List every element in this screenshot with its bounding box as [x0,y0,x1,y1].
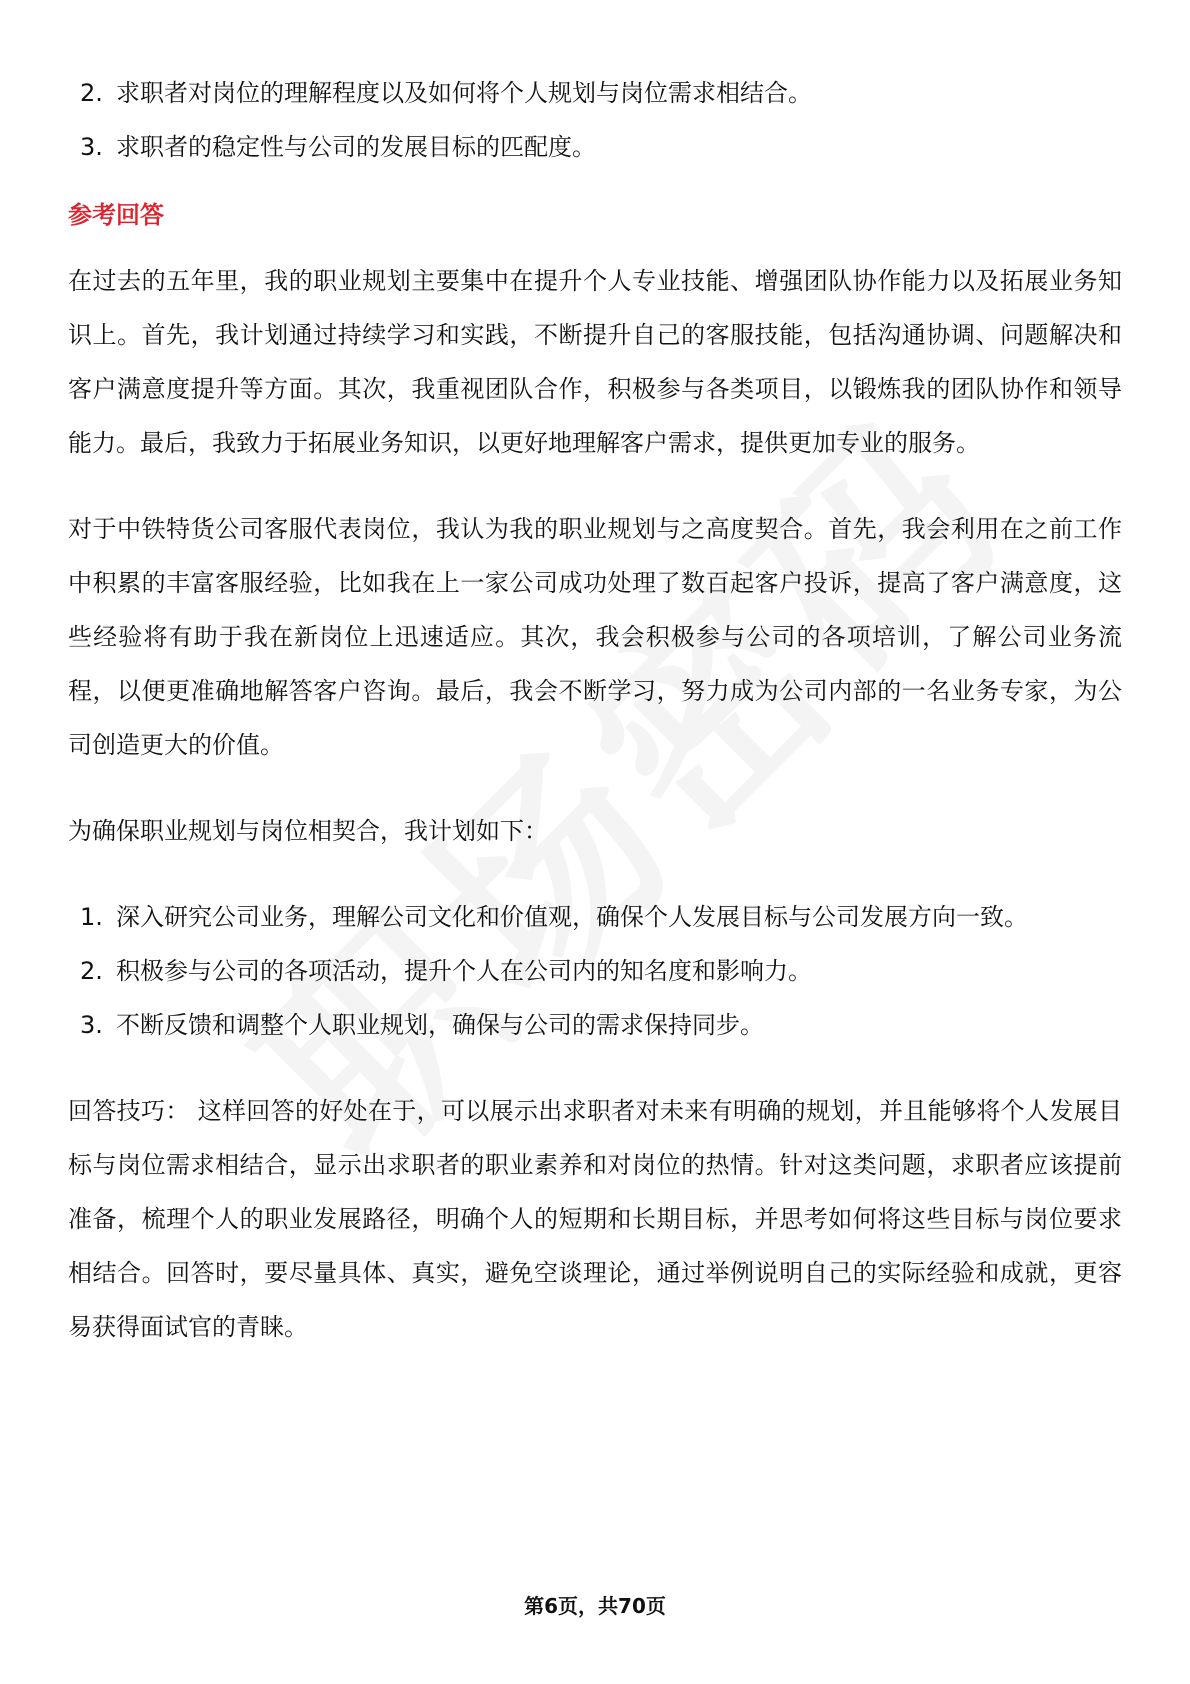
list-item [68,998,1122,1052]
list-item-number: 3. [80,1011,103,1039]
page-number-footer: 第6页，共70页 [524,1594,666,1618]
list-item-text: 求职者的稳定性与公司的发展目标的匹配度。 [116,133,596,161]
paragraph-answer-tips: 回答技巧： 这样回答的好处在于，可以展示出求职者对未来有明确的规划，并且能够将个人发展目标与岗位需求相结合，显示出求职者的职业素养和对岗位的热情。针对这类问题，求职者应该提前准备，梳理个人的职业发展路径，明确个人的短期和长期目标，并思考如何将这些目标与岗位要求相结合。回答时，要尽量具体、真实，避免空谈理论，通过举例说明自己的实际经验和成就，更容易获得面试官的青睐。 [68,1097,1122,1341]
list-item-number: 3. [80,133,103,161]
paragraph-plan-intro: 为确保职业规划与岗位相契合，我计划如下： [68,817,548,845]
list-item-text: 深入研究公司业务，理解公司文化和价值观，确保个人发展目标与公司发展方向一致。 [116,903,1028,931]
list-item-text: 积极参与公司的各项活动，提升个人在公司内的知名度和影响力。 [116,957,812,985]
list-item-number: 2. [80,957,103,985]
paragraph-position-fit: 对于中铁特货公司客服代表岗位，我认为我的职业规划与之高度契合。首先，我会利用在之前工作中积累的丰富客服经验，比如我在上一家公司成功处理了数百起客户投诉，提高了客户满意度，这些经验将有助于我在新岗位上迅速适应。其次，我会积极参与公司的各项培训，了解公司业务流程，以便更准确地解答客户咨询。最后，我会不断学习，努力成为公司内部的一名业务专家，为公司创造更大的价值。 [68,515,1122,759]
list-item [68,66,1122,120]
list-item-number: 1. [80,903,103,931]
top-numbered-list [68,66,1122,174]
list-item [68,120,1122,174]
section-heading: 参考回答 [68,201,164,229]
list-item-text: 不断反馈和调整个人职业规划，确保与公司的需求保持同步。 [116,1011,764,1039]
list-item [68,890,1122,944]
bottom-numbered-list [68,890,1122,1052]
list-item-number: 2. [80,79,103,107]
paragraph-career-plan: 在过去的五年里，我的职业规划主要集中在提升个人专业技能、增强团队协作能力以及拓展业务知识上。首先，我计划通过持续学习和实践，不断提升自己的客服技能，包括沟通协调、问题解决和客户满意度提升等方面。其次，我重视团队合作，积极参与各类项目，以锻炼我的团队协作和领导能力。最后，我致力于拓展业务知识，以更好地理解客户需求，提供更加专业的服务。 [68,267,1122,457]
list-item [68,944,1122,998]
page-content [68,66,1122,1354]
list-item-text: 求职者对岗位的理解程度以及如何将个人规划与岗位需求相结合。 [116,79,812,107]
